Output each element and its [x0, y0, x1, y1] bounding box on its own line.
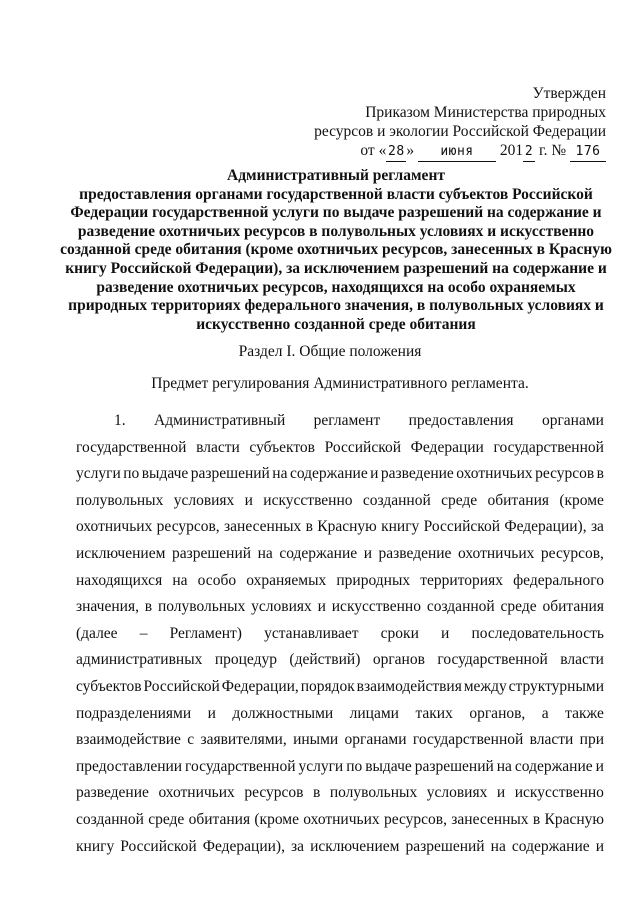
paragraph-word: искусственно: [514, 784, 604, 802]
paragraph-word: Административный: [154, 412, 286, 429]
paragraph-word: ресурсов: [244, 784, 304, 802]
paragraph-word: разрешений: [414, 757, 494, 775]
paragraph-line: [76, 568, 604, 595]
paragraph-word: за: [291, 837, 305, 855]
paragraph-word: при: [579, 731, 604, 749]
paragraph-word: среде: [441, 491, 478, 509]
paragraph-word: содержание: [279, 544, 358, 562]
paragraph-word: таких: [415, 704, 453, 722]
paragraph-line: [76, 621, 604, 648]
paragraph-word: также: [565, 704, 604, 722]
paragraph-word: охотничьих: [158, 784, 235, 802]
paragraph-word: занесенных: [451, 810, 529, 828]
document-title: [58, 167, 614, 334]
paragraph-word: ресурсов,: [540, 544, 604, 562]
paragraph-word: охотничьих: [458, 544, 535, 562]
paragraph-word: субъектов: [249, 438, 315, 456]
paragraph-word: предоставления: [408, 412, 514, 429]
paragraph-word: между: [463, 677, 507, 695]
paragraph-word: разведение: [378, 544, 452, 562]
paragraph-word: в: [144, 598, 153, 616]
paragraph-word: разрешений: [190, 465, 270, 483]
paragraph-word: и: [370, 465, 379, 483]
paragraph-word: созданной: [76, 810, 144, 828]
paragraph-word: Красную: [544, 810, 604, 828]
paragraph-word: власти: [196, 438, 240, 456]
paragraph-word: Федерации: [410, 438, 484, 456]
paragraph-word: книгу: [381, 518, 420, 536]
paragraph-word: охотничьих: [76, 518, 153, 536]
paragraph-word: Федерации),: [504, 518, 587, 536]
paragraph-word: условиях: [426, 784, 488, 802]
paragraph-word: на: [490, 837, 506, 855]
paragraph-word: государственной: [76, 438, 187, 456]
paragraph-word: среде: [148, 810, 185, 828]
paragraph-word: охотничьих: [303, 810, 380, 828]
paragraph-word: полувольных: [76, 491, 164, 509]
paragraph-word: охотничьих: [456, 465, 533, 483]
paragraph-word: (кроме: [254, 810, 299, 828]
paragraph-word: услуги: [76, 465, 121, 483]
paragraph-word: и: [496, 784, 506, 802]
section-heading: Раздел I. Общие положения: [238, 343, 422, 360]
date-mid: »: [406, 142, 415, 159]
paragraph-word: Российской: [143, 677, 220, 695]
paragraph-word: на: [257, 544, 273, 562]
paragraph-word: по: [123, 465, 140, 483]
paragraph-word: обитания: [188, 810, 251, 828]
date-day: 28: [386, 142, 406, 162]
paragraph-word: регламент: [313, 412, 381, 429]
paragraph-line: [76, 488, 604, 515]
paragraph-word: территориях: [420, 571, 503, 589]
paragraph-word: и: [244, 491, 253, 509]
paragraph-word: и: [317, 598, 326, 616]
subject-heading: Предмет регулирования Административного регламента.: [151, 375, 529, 392]
paragraph-word: с: [187, 731, 195, 749]
paragraph-word: в: [596, 465, 604, 483]
order-number: 176: [570, 142, 606, 162]
paragraph-word: 1.: [114, 412, 126, 429]
year-prefix: 201: [499, 142, 524, 159]
paragraph-word: субъектов: [76, 677, 142, 695]
paragraph-word: Российской: [423, 518, 501, 536]
paragraph-word: (кроме: [559, 491, 604, 509]
date-month: июня: [418, 142, 496, 162]
paragraph-word: процедур: [214, 651, 277, 669]
paragraph-word: за: [590, 518, 604, 536]
paragraph-word: Регламент): [169, 624, 242, 642]
paragraph-line: [76, 541, 604, 568]
paragraph-word: значения,: [76, 598, 139, 616]
paragraph-word: разведение: [380, 465, 454, 483]
paragraph-word: взаимодействие: [76, 731, 181, 749]
paragraph-word: государственной: [437, 651, 548, 669]
paragraph-word: услуги: [298, 757, 344, 775]
paragraph-word: разрешений: [171, 544, 252, 562]
paragraph-word: органами: [344, 731, 407, 749]
year-digit: 2: [523, 142, 535, 162]
paragraph-word: созданной: [362, 491, 431, 509]
paragraph-word: –: [139, 624, 148, 642]
paragraph-word: лицами: [349, 704, 399, 722]
approval-order-line1: Приказом Министерства природных: [365, 104, 606, 121]
paragraph-word: органов: [372, 651, 425, 669]
paragraph-word: в: [312, 784, 321, 802]
paragraph-word: устанавливает: [264, 624, 359, 642]
paragraph-word: условиях: [173, 491, 235, 509]
paragraph-line: [76, 701, 604, 728]
paragraph-line: [76, 435, 604, 462]
paragraph-word: искусственно: [263, 491, 353, 509]
paragraph-word: на: [272, 465, 288, 483]
paragraph-word: подразделениями: [76, 704, 192, 722]
paragraph-word: содержание: [289, 465, 368, 483]
paragraph-word: в: [305, 518, 313, 536]
paragraph-word: Красную: [317, 518, 377, 536]
paragraph-word: Федерации),: [202, 837, 285, 855]
paragraph-word: структурными: [508, 677, 604, 695]
paragraph-word: ресурсов,: [383, 810, 447, 828]
paragraph-line: [76, 594, 604, 621]
paragraph-word: среде: [500, 598, 537, 616]
paragraph-word: административных: [76, 651, 203, 669]
paragraph-line: [76, 807, 604, 834]
paragraph-line: [76, 780, 604, 807]
paragraph-word: заявителями,: [200, 731, 287, 749]
paragraph-word: разрешений: [405, 837, 485, 855]
paragraph-line: [76, 408, 604, 435]
paragraph-word: на: [496, 757, 512, 775]
paragraph-word: сроки: [380, 624, 419, 642]
paragraph-word: государственной: [493, 438, 604, 456]
paragraph-word: взаимодействия: [356, 677, 462, 695]
paragraph-word: а: [541, 704, 549, 722]
paragraph-word: обитания: [487, 491, 549, 509]
title-description: предоставления органами государственной власти субъектов Российской Федерации государственной услуги по выдаче разрешений на содержание и разведение охотничьих ресурсов в полувольных условиях и искусственно созданной среде обитания (кроме охотничьих ресурсов, занесенных в Красную книгу Российской Федерации), за исключением разрешений на содержание и разведение охотничьих ресурсов, находящихся на особо охраняемых природных территориях федерального значения, в полувольных условиях и искусственно созданной среде обитания: [60, 185, 612, 333]
paragraph-word: ресурсов,: [156, 518, 220, 536]
paragraph-line: [76, 834, 604, 861]
paragraph-word: и: [595, 757, 604, 775]
paragraph-word: обитания: [542, 598, 604, 616]
paragraph-word: последовательность: [471, 624, 604, 642]
paragraph-word: исключением: [76, 544, 166, 562]
year-suffix: г. №: [535, 142, 567, 159]
paragraph-1: [76, 408, 604, 860]
paragraph-word: содержание: [511, 837, 590, 855]
paragraph-word: и: [441, 624, 450, 642]
paragraph-word: ресурсов: [535, 465, 595, 483]
paragraph-word: природных: [336, 571, 411, 589]
paragraph-line: [76, 674, 604, 701]
paragraph-word: и: [363, 544, 372, 562]
paragraph-line: [76, 727, 604, 754]
paragraph-word: органов,: [469, 704, 526, 722]
paragraph-word: Российской: [324, 438, 402, 456]
paragraph-word: власти: [560, 651, 604, 669]
paragraph-word: (далее: [76, 624, 118, 642]
paragraph-word: предоставлении: [76, 757, 183, 775]
paragraph-word: органами: [541, 412, 604, 429]
paragraph-word: иными: [293, 731, 339, 749]
paragraph-word: Федерации,: [221, 677, 299, 695]
paragraph-word: на: [172, 571, 188, 589]
paragraph-word: власти: [529, 731, 574, 749]
date-prefix: от «: [360, 142, 387, 159]
title-heading: Административный регламент: [227, 167, 445, 184]
paragraph-word: находящихся: [76, 571, 163, 589]
paragraph-word: в: [532, 810, 541, 828]
approval-stamp: [314, 84, 606, 162]
paragraph-word: федерального: [513, 571, 604, 589]
paragraph-word: и: [207, 704, 216, 722]
paragraph-word: Российской: [120, 837, 197, 855]
paragraph-word: выдаче: [365, 757, 412, 775]
paragraph-word: книгу: [76, 837, 115, 855]
paragraph-word: полувольных: [329, 784, 418, 802]
paragraph-word: условиях: [251, 598, 312, 616]
paragraph-word: занесенных: [224, 518, 302, 536]
paragraph-word: исключением: [310, 837, 400, 855]
approval-order-line2: ресурсов и экологии Российской Федерации: [314, 123, 606, 140]
paragraph-word: государственной: [412, 731, 524, 749]
paragraph-word: разведение: [76, 784, 149, 802]
paragraph-word: выдаче: [141, 465, 189, 483]
approval-date-line: [314, 141, 606, 162]
paragraph-word: содержание: [514, 757, 593, 775]
paragraph-word: искусственно: [331, 598, 421, 616]
paragraph-line: [76, 754, 604, 781]
paragraph-word: охраняемых: [246, 571, 327, 589]
paragraph-word: полувольных: [157, 598, 246, 616]
paragraph-word: (действий): [289, 651, 361, 669]
paragraph-word: должностными: [232, 704, 334, 722]
approval-status: Утвержден: [532, 85, 606, 102]
paragraph-word: и: [595, 837, 604, 855]
paragraph-word: порядок: [300, 677, 355, 695]
paragraph-word: особо: [197, 571, 237, 589]
paragraph-word: созданной: [426, 598, 495, 616]
paragraph-word: государственной: [185, 757, 296, 775]
paragraph-line: [76, 461, 604, 488]
paragraph-word: по: [346, 757, 363, 775]
paragraph-line: [76, 514, 604, 541]
paragraph-line: [76, 647, 604, 674]
